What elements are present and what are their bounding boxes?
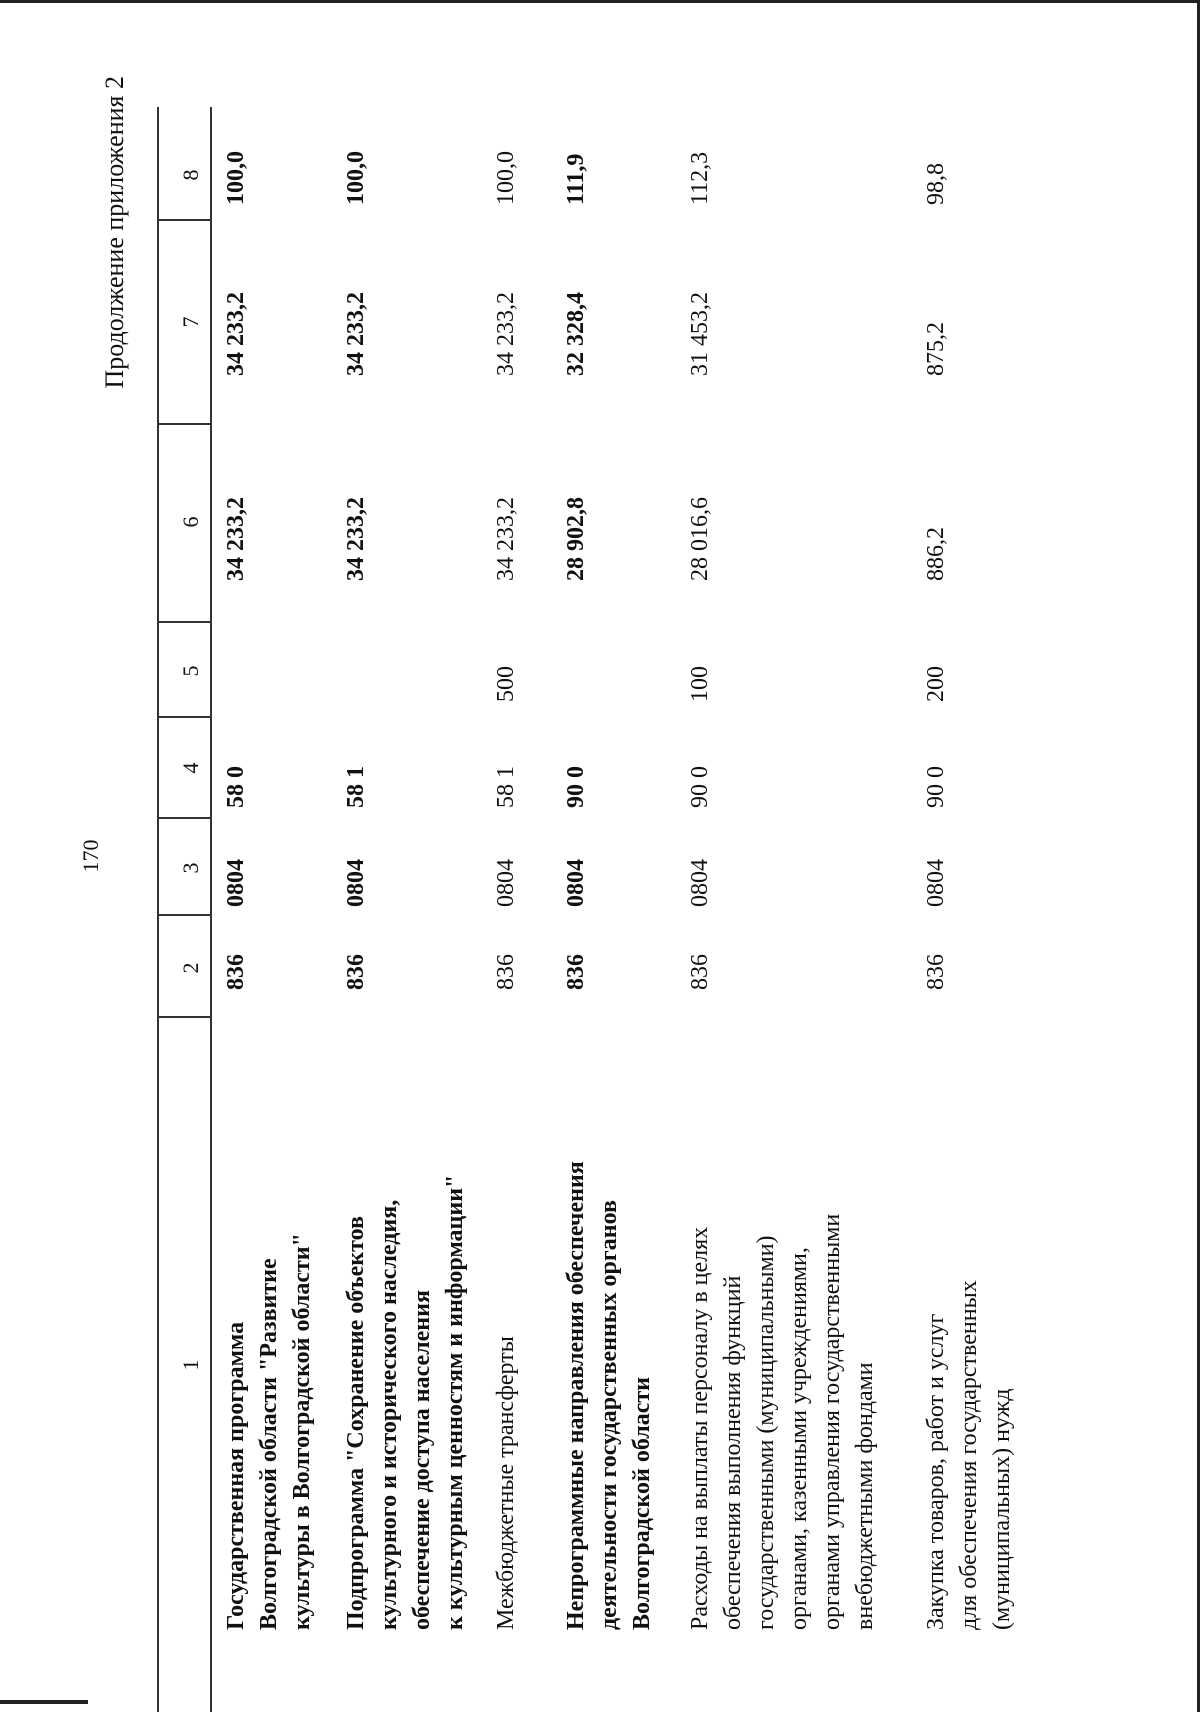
table-cell-col7: 31 453,2 xyxy=(687,292,713,376)
table-cell-col2: 836 xyxy=(923,954,949,990)
column-header-2: 2 xyxy=(178,962,203,974)
header-top-line xyxy=(157,107,159,1712)
table-cell-col3: 0804 xyxy=(223,859,249,907)
table-row-name-line: для обеспечения государственных xyxy=(956,1280,982,1630)
table-cell-col3: 0804 xyxy=(563,859,589,907)
column-header-8: 8 xyxy=(178,169,203,181)
table-cell-col6: 34 233,2 xyxy=(343,497,369,581)
column-header-7: 7 xyxy=(178,316,203,328)
col-divider-2 xyxy=(157,915,210,917)
table-row-name-line: органами, казенными учреждениями, xyxy=(786,1247,812,1630)
table-cell-col7: 34 233,2 xyxy=(493,292,519,376)
table-row-name-line: Закупка товаров, работ и услуг xyxy=(923,1313,949,1630)
table-row-name-line: Подпрограмма "Сохранение объектов xyxy=(343,1216,369,1630)
table-cell-col8: 100,0 xyxy=(343,151,369,205)
table-row-name-line: (муниципальных) нужд xyxy=(989,1388,1015,1630)
column-header-1: 1 xyxy=(178,1359,203,1371)
col-divider-3 xyxy=(157,818,210,820)
table-row-name-line: внебюджетными фондами xyxy=(852,1362,878,1630)
table-cell-col4: 90 0 xyxy=(687,766,713,808)
table-cell-col7: 34 233,2 xyxy=(343,292,369,376)
table-cell-col5: 500 xyxy=(493,666,519,702)
table-row-name-line: государственными (муниципальными) xyxy=(753,1235,779,1630)
header-bottom-line xyxy=(210,107,212,1712)
table-cell-col5: 200 xyxy=(923,666,949,702)
table-row-name-line: культурного и исторического наследия, xyxy=(376,1199,402,1630)
table-cell-col2: 836 xyxy=(563,954,589,990)
table-cell-col2: 836 xyxy=(343,954,369,990)
table-cell-col7: 34 233,2 xyxy=(223,292,249,376)
table-row-name-line: Расходы на выплаты персоналу в целях xyxy=(687,1226,713,1630)
table-cell-col6: 28 016,6 xyxy=(687,497,713,581)
table-cell-col4: 58 0 xyxy=(223,766,249,808)
table-cell-col7: 32 328,4 xyxy=(563,292,589,376)
table-row-name-line: Межбюджетные трансферты xyxy=(493,1336,519,1630)
column-header-3: 3 xyxy=(178,862,203,874)
page-number: 170 xyxy=(78,839,103,873)
col-divider-4 xyxy=(157,717,210,719)
col-divider-6 xyxy=(157,424,210,426)
table-row-name-line: культуры в Волгоградской области" xyxy=(289,1233,315,1630)
column-header-5: 5 xyxy=(178,665,203,677)
table-cell-col3: 0804 xyxy=(493,859,519,907)
table-row-name-line: к культурным ценностям и информации" xyxy=(442,1174,468,1630)
table-cell-col2: 836 xyxy=(223,954,249,990)
table-cell-col8: 111,9 xyxy=(563,153,589,205)
table-cell-col5: 100 xyxy=(687,666,713,702)
table-cell-col8: 112,3 xyxy=(687,151,713,205)
table-row-name-line: Государственная программа xyxy=(223,1321,249,1630)
table-cell-col2: 836 xyxy=(687,954,713,990)
continuation-label: Продолжение приложения 2 xyxy=(100,76,129,389)
table-cell-col3: 0804 xyxy=(343,859,369,907)
table-cell-col4: 90 0 xyxy=(923,766,949,808)
table-cell-col3: 0804 xyxy=(923,859,949,907)
table-cell-col6: 34 233,2 xyxy=(493,497,519,581)
table-row-name-line: деятельности государственных органов xyxy=(596,1200,622,1630)
table-cell-col8: 100,0 xyxy=(223,151,249,205)
table-row-name-line: Волгоградской области "Развитие xyxy=(256,1258,282,1630)
table-cell-col4: 58 1 xyxy=(343,766,369,808)
table-row-name-line: Волгоградской области xyxy=(629,1377,655,1630)
table-row-name-line: органами управления государственными xyxy=(819,1213,845,1630)
table-cell-col8: 100,0 xyxy=(493,151,519,205)
table-cell-col6: 28 902,8 xyxy=(563,497,589,581)
col-divider-7 xyxy=(157,220,210,222)
column-header-4: 4 xyxy=(178,762,203,774)
table-cell-col4: 58 1 xyxy=(493,766,519,808)
column-header-6: 6 xyxy=(178,516,203,528)
col-divider-1 xyxy=(157,1017,210,1019)
table-cell-col6: 886,2 xyxy=(923,527,949,581)
table-row-name-line: обеспечения выполнения функций xyxy=(720,1275,746,1630)
table-row-name-line: обеспечение доступа населения xyxy=(409,1290,435,1630)
table-cell-col4: 90 0 xyxy=(563,766,589,808)
table-cell-col7: 875,2 xyxy=(923,322,949,376)
table-row-name-line: Непрограммные направления обеспечения xyxy=(563,1161,589,1630)
table-cell-col6: 34 233,2 xyxy=(223,497,249,581)
table-cell-col8: 98,8 xyxy=(923,163,949,205)
col-divider-5 xyxy=(157,622,210,624)
table-cell-col3: 0804 xyxy=(687,859,713,907)
table-cell-col2: 836 xyxy=(493,954,519,990)
